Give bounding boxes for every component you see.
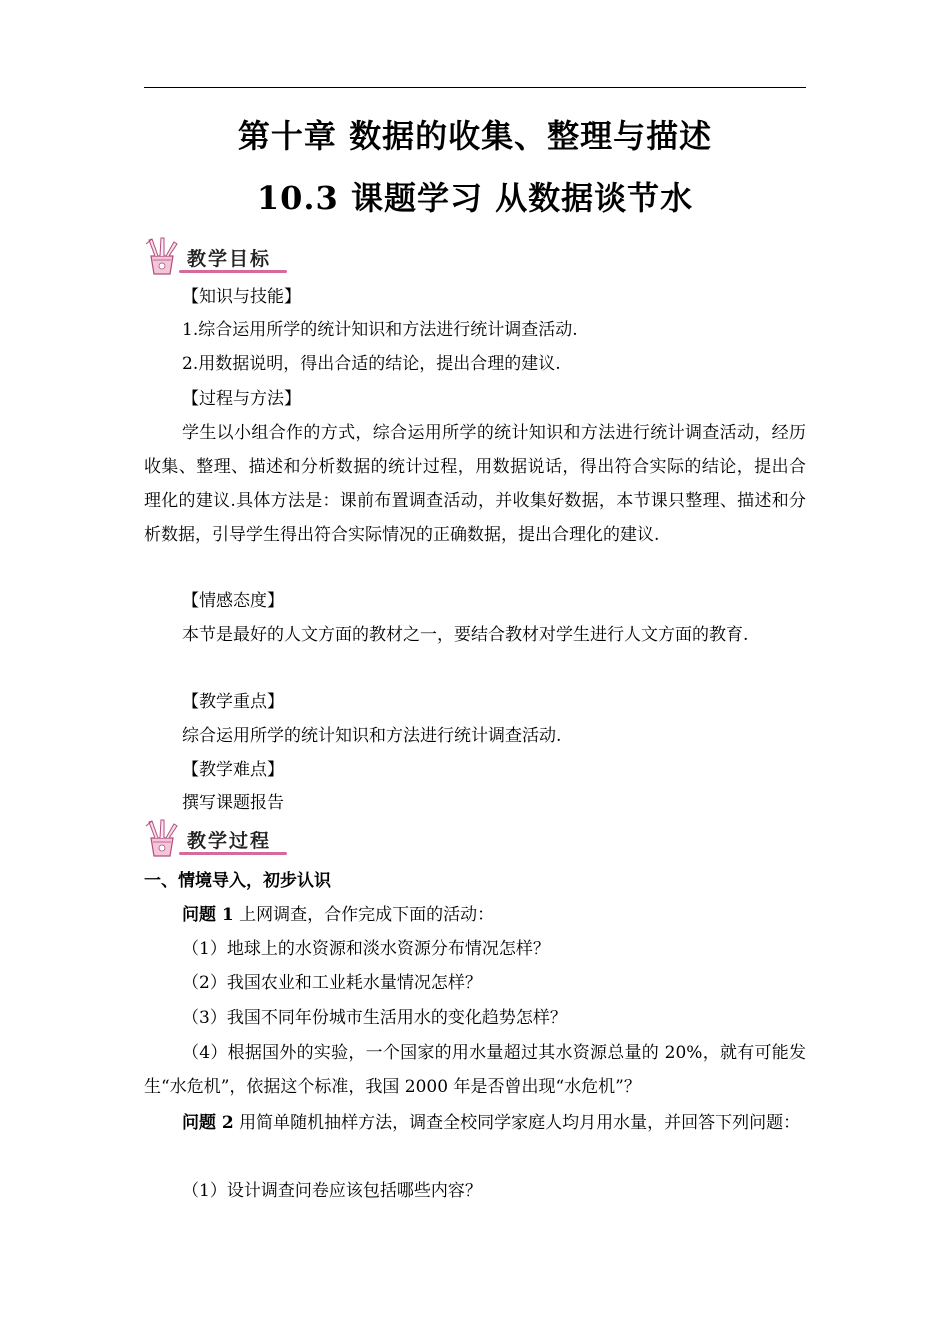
chapter-title: 第十章 数据的收集、整理与描述: [237, 117, 713, 155]
header-rule: [144, 87, 806, 88]
question-2-label: 问题 2: [182, 1113, 234, 1133]
part1-heading: 一、情境导入，初步认识: [144, 871, 331, 891]
knowledge-item-1: 1.综合运用所学的统计知识和方法进行统计调查活动.: [182, 320, 578, 340]
question-2-item: （1）设计调查问卷应该包括哪些内容？: [182, 1181, 482, 1201]
section-badge-label: 教学目标: [187, 248, 272, 270]
emotion-heading: 【情感态度】: [182, 591, 284, 611]
difficulty-text: 撰写课题报告: [182, 793, 284, 813]
badge-underline: [179, 270, 287, 273]
question-1-text: 上网调查，合作完成下面的活动：: [233, 905, 495, 925]
badge-underline: [179, 852, 287, 855]
question-1-item: （4）根据国外的实验，一个国家的用水量超过其水资源总量的 20%，就有可能发生“水危机”，依据这个标准，我国 2000 年是否曾出现“水危机”？: [144, 1043, 806, 1097]
question-2-text: 用简单随机抽样方法，调查全校同学家庭人均月用水量，并回答下列问题：: [233, 1113, 801, 1133]
key-point-heading: 【教学重点】: [182, 692, 284, 712]
question-1-item: （1）地球上的水资源和淡水资源分布情况怎样？: [182, 939, 550, 959]
question-1-label: 问题 1: [182, 905, 234, 925]
knowledge-heading: 【知识与技能】: [182, 287, 301, 307]
question-1-item: （2）我国农业和工业耗水量情况怎样？: [182, 973, 482, 993]
section-badge-goals: [143, 236, 293, 276]
knowledge-item-2: 2.用数据说明，得出合适的结论，提出合理的建议.: [182, 354, 561, 374]
question-1: [144, 898, 806, 932]
difficulty-heading: 【教学难点】: [182, 760, 284, 780]
section-badge-label: 教学过程: [187, 830, 272, 852]
process-heading: 【过程与方法】: [182, 389, 301, 409]
key-point-text: 综合运用所学的统计知识和方法进行统计调查活动.: [182, 726, 562, 746]
section-badge-process: [143, 818, 293, 858]
question-2: [144, 1106, 806, 1140]
lesson-title: 10.3 课题学习 从数据谈节水: [256, 179, 694, 217]
emotion-paragraph: 本节是最好的人文方面的教材之一，要结合教材对学生进行人文方面的教育.: [182, 625, 749, 645]
question-1-item: （3）我国不同年份城市生活用水的变化趋势怎样？: [182, 1008, 567, 1028]
process-paragraph: 学生以小组合作的方式，综合运用所学的统计知识和方法进行统计调查活动，经历收集、整理、描述和分析数据的统计过程，用数据说话，得出符合实际的结论，提出合理化的建议.具体方法是：课前布置调查活动，并收集好数据，本节课只整理、描述和分析数据，引导学生得出符合实际情况的正确数据，提出合理化的建议.: [144, 423, 806, 545]
